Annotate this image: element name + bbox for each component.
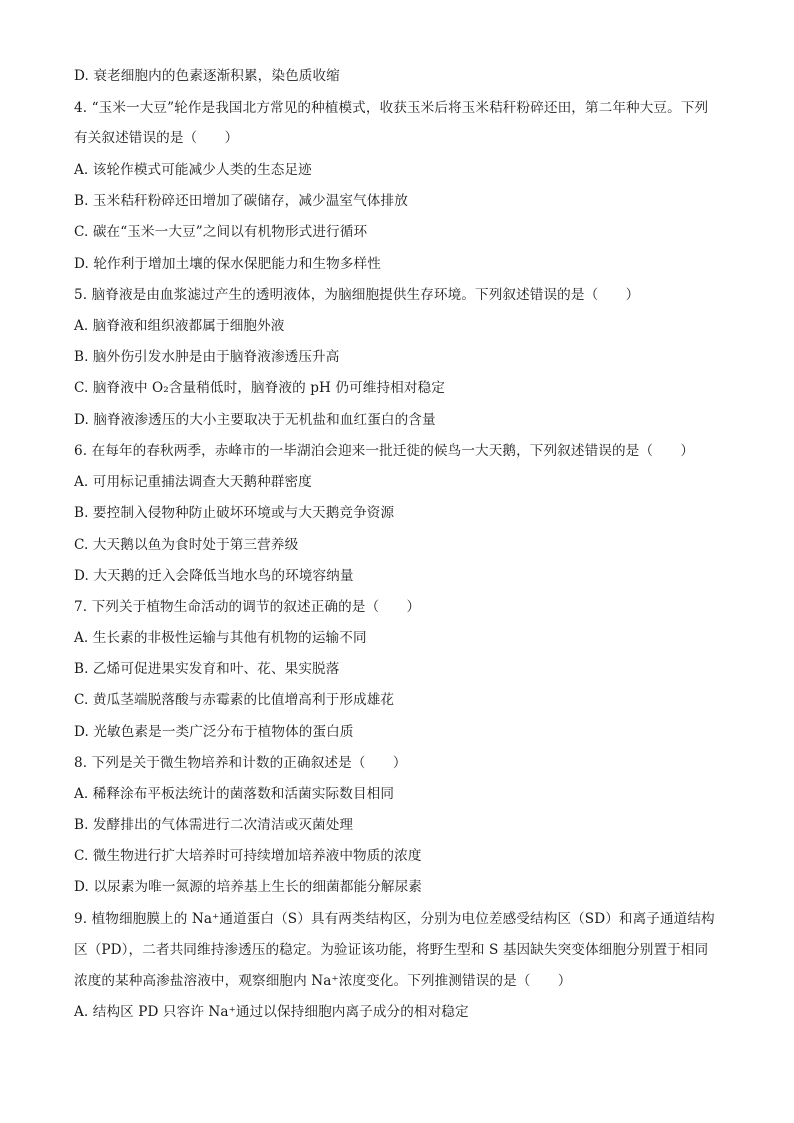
question-4-stem-cont: 有关叙述错误的是（ ） xyxy=(74,130,239,146)
option-5a: A. 脑脊液和组织液都属于细胞外液 xyxy=(74,318,285,334)
option-4b: B. 玉米秸秆粉碎还田增加了碳储存，减少温室气体排放 xyxy=(74,193,408,209)
question-5-stem: 5. 脑脊液是由血浆滤过产生的透明液体，为脑细胞提供生存环境。下列叙述错误的是（ ） xyxy=(74,287,640,303)
option-8d: D. 以尿素为唯一氮源的培养基上生长的细菌都能分解尿素 xyxy=(74,879,423,895)
option-8b: B. 发酵排出的气体需进行二次清洁或灭菌处理 xyxy=(74,817,354,833)
option-4c: C. 碳在“玉米一大豆”之间以有机物形式进行循环 xyxy=(74,224,368,240)
option-9a: A. 结构区 PD 只容许 Na⁺通过以保持细胞内离子成分的相对稳定 xyxy=(74,1004,469,1020)
option-6a: A. 可用标记重捕法调查大天鹅种群密度 xyxy=(74,474,312,490)
option-8a: A. 稀释涂布平板法统计的菌落数和活菌实际数目相同 xyxy=(74,786,395,802)
option-4a: A. 该轮作模式可能减少人类的生态足迹 xyxy=(74,162,312,178)
option-6c: C. 大天鹅以鱼为食时处于第三营养级 xyxy=(74,537,299,553)
question-7-stem: 7. 下列关于植物生命活动的调节的叙述正确的是（ ） xyxy=(74,599,421,615)
question-9-stem-cont2: 浓度的某种高渗盐溶液中，观察细胞内 Na⁺浓度变化。下列推测错误的是（ ） xyxy=(74,973,572,989)
option-7d: D. 光敏色素是一类广泛分布于植物体的蛋白质 xyxy=(74,724,354,740)
question-8-stem: 8. 下列是关于微生物培养和计数的正确叙述是（ ） xyxy=(74,755,407,771)
option-5d: D. 脑脊液渗透压的大小主要取决于无机盐和血红蛋白的含量 xyxy=(74,412,436,428)
option-8c: C. 微生物进行扩大培养时可持续增加培养液中物质的浓度 xyxy=(74,848,422,864)
option-7a: A. 生长素的非极性运输与其他有机物的运输不同 xyxy=(74,630,367,646)
question-4-stem: 4. “玉米一大豆”轮作是我国北方常见的种植模式，收获玉米后将玉米秸秆粉碎还田，第二年种大豆。下列 xyxy=(74,100,709,116)
option-7b: B. 乙烯可促进果实发育和叶、花、果实脱落 xyxy=(74,661,340,677)
option-5b: B. 脑外伤引发水肿是由于脑脊液渗透压升高 xyxy=(74,349,340,365)
option-3d: D. 衰老细胞内的色素逐渐积累，染色质收缩 xyxy=(74,68,340,84)
option-6b: B. 要控制入侵物种防止破坏环境或与大天鹅竞争资源 xyxy=(74,505,395,521)
question-9-stem: 9. 植物细胞膜上的 Na⁺通道蛋白（S）具有两类结构区，分别为电位差感受结构区（SD）和离子通道结构 xyxy=(74,911,715,927)
question-9-stem-cont: 区（PD），二者共同维持渗透压的稳定。为验证该功能，将野生型和 S 基因缺失突变体细胞分别置于相同 xyxy=(74,942,709,958)
question-6-stem: 6. 在每年的春秋两季，赤峰市的一毕湖泊会迎来一批迁徙的候鸟一大天鹅，下列叙述错误的是（ ） xyxy=(74,443,695,459)
option-5c: C. 脑脊液中 O₂含量稍低时，脑脊液的 pH 仍可维持相对稳定 xyxy=(74,380,445,396)
option-6d: D. 大天鹅的迁入会降低当地水鸟的环境容纳量 xyxy=(74,568,354,584)
option-4d: D. 轮作利于增加土壤的保水保肥能力和生物多样性 xyxy=(74,256,381,272)
option-7c: C. 黄瓜茎端脱落酸与赤霉素的比值增高利于形成雄花 xyxy=(74,692,395,708)
